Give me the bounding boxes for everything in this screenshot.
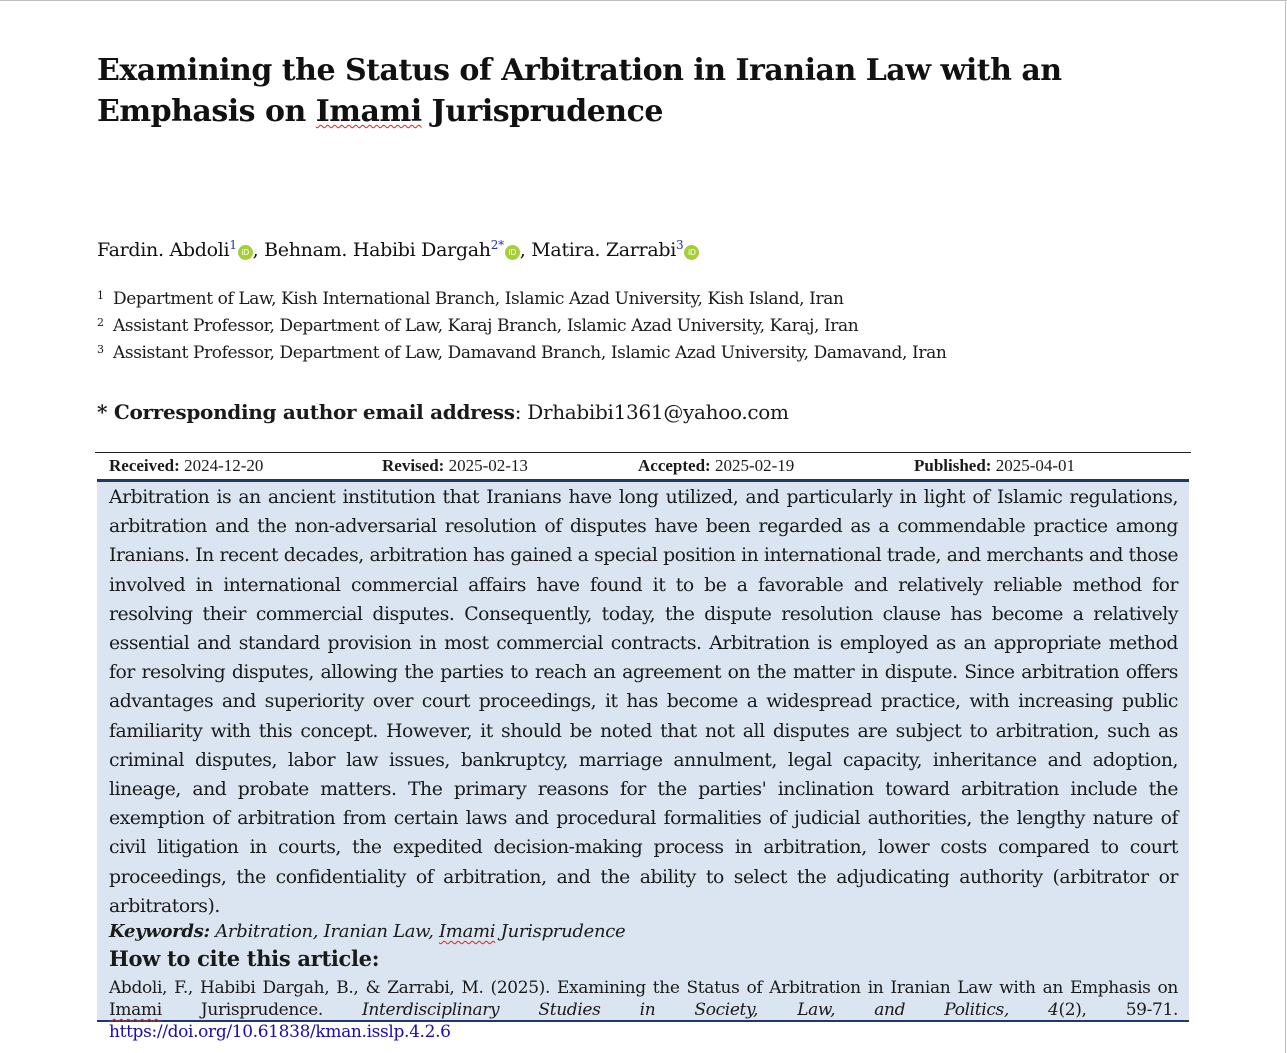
dates-top-rule [95,452,1191,453]
received-date [109,455,263,477]
abstract-text: Arbitration is an ancient institution that Iranians have long utilized, and particularly in light of Islamic regulations, arbitration and the non-adversarial resolution of disputes have been regarded as a commendable practice among Iranians. In recent decades, arbitration has gained a special position in international trade, and merchants and those involved in international commercial affairs have found it to be a favorable and relatively reliable method for resolving their commercial disputes. Consequently, today, the dispute resolution clause has become a relatively essential and standard provision in most commercial contracts. Arbitration is employed as an appropriate method for resolving disputes, allowing the parties to reach an agreement on the matter in dispute. Since arbitration offers advantages and superiority over court proceedings, it has become a widespread practice, with increasing public familiarity with this concept. However, it should be noted that not all disputes are subject to arbitration, such as criminal disputes, labor law issues, bankruptcy, marriage annulment, legal capacity, inheritance and adoption, lineage, and probate matters. The primary reasons for the parties' inclination toward arbitration include the exemption of arbitration from certain laws and procedural formalities of judicial authorities, the lengthy nature of civil litigation in courts, the expedited decision-making process in arbitration, lower costs compared to court proceedings, the confidentiality of arbitration, and the ability to select the adjudicating authority (arbitrator or arbitrators). [109,487,1178,917]
keywords-label: Keywords: [109,921,210,942]
orcid-icon[interactable]: iD [505,245,520,260]
accepted-date [638,455,794,477]
received-value: 2024-12-20 [184,456,264,475]
author-name: Fardin. Abdoli [97,239,230,261]
affiliation-text: Assistant Professor, Department of Law, Karaj Branch, Islamic Azad University, Karaj, Iran [113,316,859,336]
keywords-text-2: Jurisprudence [495,921,626,942]
corresponding-author: * Corresponding author email address: Drhabibi1361@yahoo.com [97,400,789,424]
affiliation-item [97,338,946,365]
revised-date [382,455,528,477]
published-date [914,455,1075,477]
citation [109,977,1178,1043]
affiliation-text: Assistant Professor, Department of Law, Damavand Branch, Islamic Azad University, Damavand, Iran [113,343,947,363]
author-affil-sup: 3 [676,238,684,252]
received-label: Received: [109,456,180,475]
citation-issue: (2), 59-71. [1058,1000,1179,1020]
citation-text-2: Jurisprudence. [161,1000,362,1020]
page-top-border [0,0,1287,1]
author-name: Matira. Zarrabi [531,239,677,261]
author-name: Behnam. Habibi Dargah [264,239,491,261]
accepted-value: 2025-02-19 [714,456,795,475]
page-right-border [1285,0,1286,1053]
affiliation-number: 2 [97,316,104,329]
title-imami: Imami [315,94,422,129]
affiliation-text: Department of Law, Kish International Branch, Islamic Azad University, Kish Island, Iran [113,289,844,309]
keywords-imami: Imami [439,921,496,942]
corresponding-email[interactable]: Drhabibi1361@yahoo.com [527,400,789,424]
affiliation-number: 3 [97,343,104,356]
corresponding-label: * Corresponding author email address [97,400,515,424]
citation-text-1: Abdoli, F., Habibi Dargah, B., & Zarrabi, M. (2025). Examining the Status of Arbitration in Iranian Law with an Emphasis on [109,978,1178,998]
published-label: Published: [914,456,992,475]
revised-label: Revised: [382,456,445,475]
title-text-2: Jurisprudence [421,94,663,129]
affiliation-list [97,284,946,365]
affiliation-item [97,311,946,338]
affiliation-item [97,284,946,311]
author-list: Fardin. Abdoli$^1$iD , Behnam. Habibi Dargah$^{2*}$iD , Matira. Zarrabi$^3$iD [97,232,699,263]
orcid-icon[interactable]: iD [684,245,699,260]
revised-value: 2025-02-13 [448,456,528,475]
article-title [97,50,1197,132]
affiliation-number: 1 [97,289,104,302]
orcid-icon[interactable]: iD [238,245,253,260]
doi-link[interactable]: https://doi.org/10.61838/kman.isslp.4.2.6 [109,1022,451,1042]
title-text-1: Examining the Status of Arbitration in Iranian Law with an Emphasis on [97,53,1062,129]
author-affil-sup: 2* [490,238,504,252]
cite-heading: How to cite this article: [109,946,380,971]
citation-imami: Imami [109,1000,162,1020]
citation-journal: Interdisciplinary Studies in Society, Law, and Politics, 4 [362,1000,1059,1020]
author-affil-sup: 1 [229,238,237,252]
keywords [109,919,625,945]
published-value: 2025-04-01 [995,456,1076,475]
accepted-label: Accepted: [638,456,711,475]
keywords-text-1: Arbitration, Iranian Law, [209,921,439,942]
